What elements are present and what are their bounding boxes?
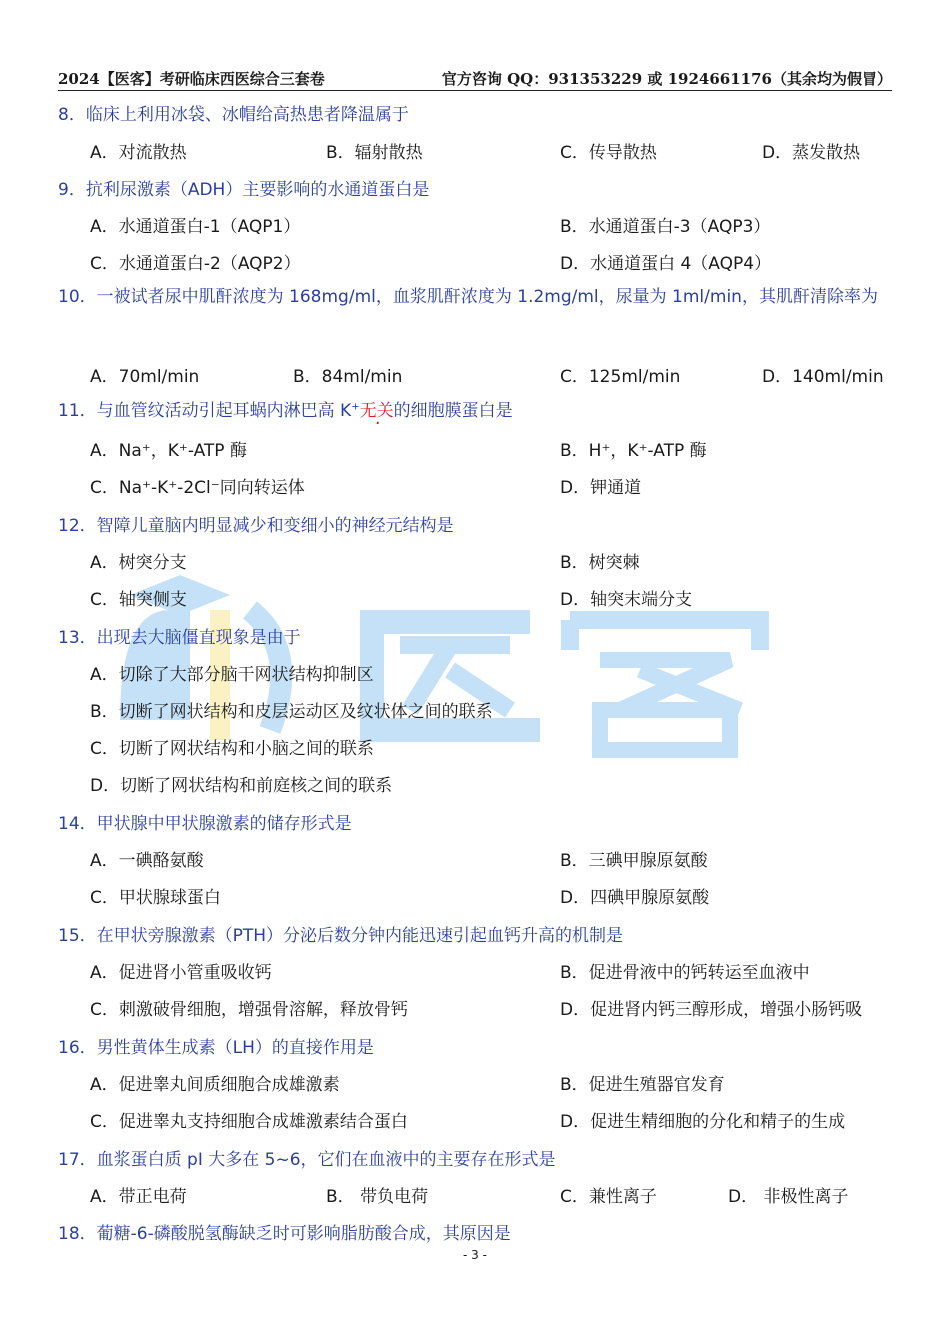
question-14: 14．甲状腺中甲状腺激素的储存形式是 xyxy=(58,814,352,834)
question-18: 18．葡糖-6-磷酸脱氢酶缺乏时可影响脂肪酸合成，其原因是 xyxy=(58,1224,511,1244)
option-13a[interactable]: A．切除了大部分脑干网状结构抑制区 xyxy=(90,665,374,685)
option-15a[interactable]: A．促进肾小管重吸收钙 xyxy=(90,963,272,983)
option-13c[interactable]: C．切断了网状结构和小脑之间的联系 xyxy=(90,739,374,759)
option-10b[interactable]: B．84ml/min xyxy=(293,367,403,387)
option-17b[interactable]: B． 带负电荷 xyxy=(326,1187,429,1207)
option-16a[interactable]: A．促进睾丸间质细胞合成雄激素 xyxy=(90,1075,340,1095)
option-17a[interactable]: A．带正电荷 xyxy=(90,1187,187,1207)
page-number: - 3 - xyxy=(463,1248,487,1262)
option-16b[interactable]: B．促进生殖器官发育 xyxy=(560,1075,725,1095)
exam-title: 2024【医客】考研临床西医综合三套卷 xyxy=(58,70,325,88)
option-17c[interactable]: C．兼性离子 xyxy=(560,1187,657,1207)
option-9b[interactable]: B．水通道蛋白-3（AQP3） xyxy=(560,217,771,237)
option-14d[interactable]: D．四碘甲腺原氨酸 xyxy=(560,888,710,908)
option-17d[interactable]: D． 非极性离子 xyxy=(728,1187,849,1207)
question-15: 15．在甲状旁腺激素（PTH）分泌后数分钟内能迅速引起血钙升高的机制是 xyxy=(58,926,624,946)
question-9: 9．抗利尿激素（ADH）主要影响的水通道蛋白是 xyxy=(58,180,430,200)
option-10c[interactable]: C．125ml/min xyxy=(560,367,681,387)
option-8b[interactable]: B．辐射散热 xyxy=(326,143,423,163)
option-15c[interactable]: C．刺激破骨细胞，增强骨溶解，释放骨钙 xyxy=(90,1000,408,1020)
option-8d[interactable]: D．蒸发散热 xyxy=(762,143,861,163)
option-12d[interactable]: D．轴突末端分支 xyxy=(560,590,693,610)
page-header xyxy=(58,68,892,91)
question-17: 17．血浆蛋白质 pI 大多在 5~6，它们在血液中的主要存在形式是 xyxy=(58,1150,556,1170)
question-10: 10．一被试者尿中肌酐浓度为 168mg/ml，血浆肌酐浓度为 1.2mg/ml，尿量为 1ml/min，其肌酐清除率为 xyxy=(58,287,878,307)
option-9c[interactable]: C．水通道蛋白-2（AQP2） xyxy=(90,254,301,274)
option-16c[interactable]: C．促进睾丸支持细胞合成雄激素结合蛋白 xyxy=(90,1112,408,1132)
contact-info: 官方咨询 QQ：931353229 或 1924661176（其余均为假冒） xyxy=(441,70,892,88)
option-11c[interactable]: C．Na⁺-K⁺-2Cl⁻同向转运体 xyxy=(90,478,305,498)
option-15d[interactable]: D．促进肾内钙三醇形成，增强小肠钙吸 xyxy=(560,1000,863,1020)
option-11b[interactable]: B．H⁺，K⁺-ATP 酶 xyxy=(560,441,707,461)
option-9a[interactable]: A．水通道蛋白-1（AQP1） xyxy=(90,217,301,237)
question-13: 13．出现去大脑僵直现象是由于 xyxy=(58,628,301,648)
option-8c[interactable]: C．传导散热 xyxy=(560,143,657,163)
question-11: 11．与血管纹活动引起耳蜗内淋巴高 K+无关的细胞膜蛋白是 xyxy=(58,401,513,421)
option-9d[interactable]: D．水通道蛋白 4（AQP4） xyxy=(560,254,772,274)
option-12b[interactable]: B．树突棘 xyxy=(560,553,640,573)
option-11d[interactable]: D．钾通道 xyxy=(560,478,642,498)
emphasis-mark: 无关 xyxy=(359,401,394,421)
option-12c[interactable]: C．轴突侧支 xyxy=(90,590,187,610)
question-12: 12．智障儿童脑内明显减少和变细小的神经元结构是 xyxy=(58,516,454,536)
option-16d[interactable]: D．促进生精细胞的分化和精子的生成 xyxy=(560,1112,846,1132)
option-15b[interactable]: B．促进骨液中的钙转运至血液中 xyxy=(560,963,810,983)
option-13d[interactable]: D．切断了网状结构和前庭核之间的联系 xyxy=(90,776,393,796)
question-8: 8．临床上利用冰袋、冰帽给高热患者降温属于 xyxy=(58,105,409,125)
option-11a[interactable]: A．Na⁺，K⁺-ATP 酶 xyxy=(90,441,247,461)
question-16: 16．男性黄体生成素（LH）的直接作用是 xyxy=(58,1038,374,1058)
option-14c[interactable]: C．甲状腺球蛋白 xyxy=(90,888,221,908)
option-12a[interactable]: A．树突分支 xyxy=(90,553,187,573)
option-13b[interactable]: B．切断了网状结构和皮层运动区及纹状体之间的联系 xyxy=(90,702,493,722)
option-10d[interactable]: D．140ml/min xyxy=(762,367,884,387)
option-10a[interactable]: A．70ml/min xyxy=(90,367,200,387)
option-14a[interactable]: A．一碘酪氨酸 xyxy=(90,851,204,871)
option-14b[interactable]: B．三碘甲腺原氨酸 xyxy=(560,851,708,871)
option-8a[interactable]: A．对流散热 xyxy=(90,143,187,163)
